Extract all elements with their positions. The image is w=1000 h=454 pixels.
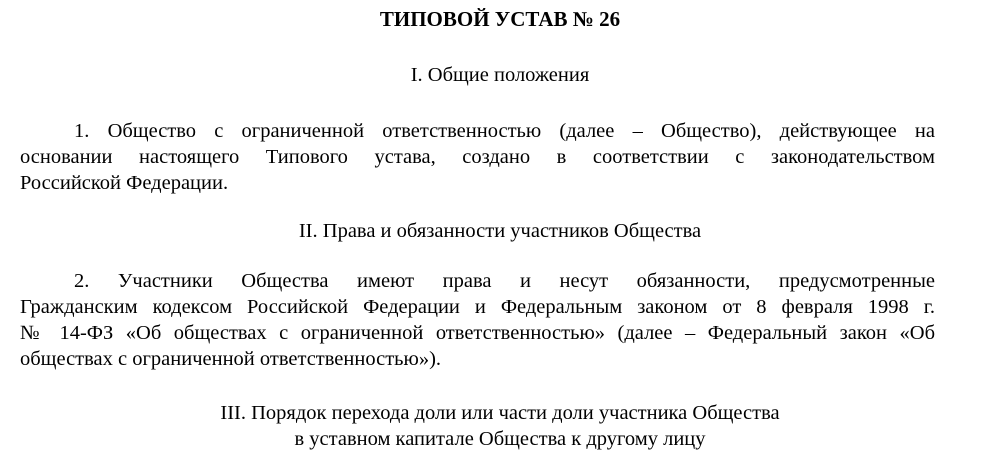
section-heading-3-line-1: III. Порядок перехода доли или части доли участника Общества [220, 402, 780, 424]
paragraph-2-line-3: № 14-ФЗ «Об обществах с ограниченной ответственностью» (далее – Федеральный закон «Об [20, 322, 935, 344]
paragraph-1-line-1: 1. Общество с ограниченной ответственностью (далее – Общество), действующее на [74, 120, 935, 142]
section-heading-3 [0, 400, 1000, 452]
paragraph-2-line-2: Гражданским кодексом Российской Федерации и Федеральным законом от 8 февраля 1998 г. [20, 296, 935, 318]
paragraph-1 [20, 118, 935, 196]
section-heading-3-line-2: в уставном капитале Общества к другому лицу [294, 428, 706, 450]
paragraph-1-line-2: основании настоящего Типового устава, создано в соответствии с законодательством [20, 146, 935, 168]
section-heading-1: I. Общие положения [410, 64, 590, 86]
paragraph-2-line-4: обществах с ограниченной ответственностью»). [20, 348, 442, 370]
document-title: ТИПОВОЙ УСТАВ № 26 [379, 7, 621, 31]
paragraph-2 [20, 268, 935, 372]
paragraph-1-line-3: Российской Федерации. [20, 172, 229, 194]
paragraph-2-line-1: 2. Участники Общества имеют права и несут обязанности, предусмотренные [74, 270, 935, 292]
section-heading-2: II. Права и обязанности участников Общества [298, 220, 702, 242]
